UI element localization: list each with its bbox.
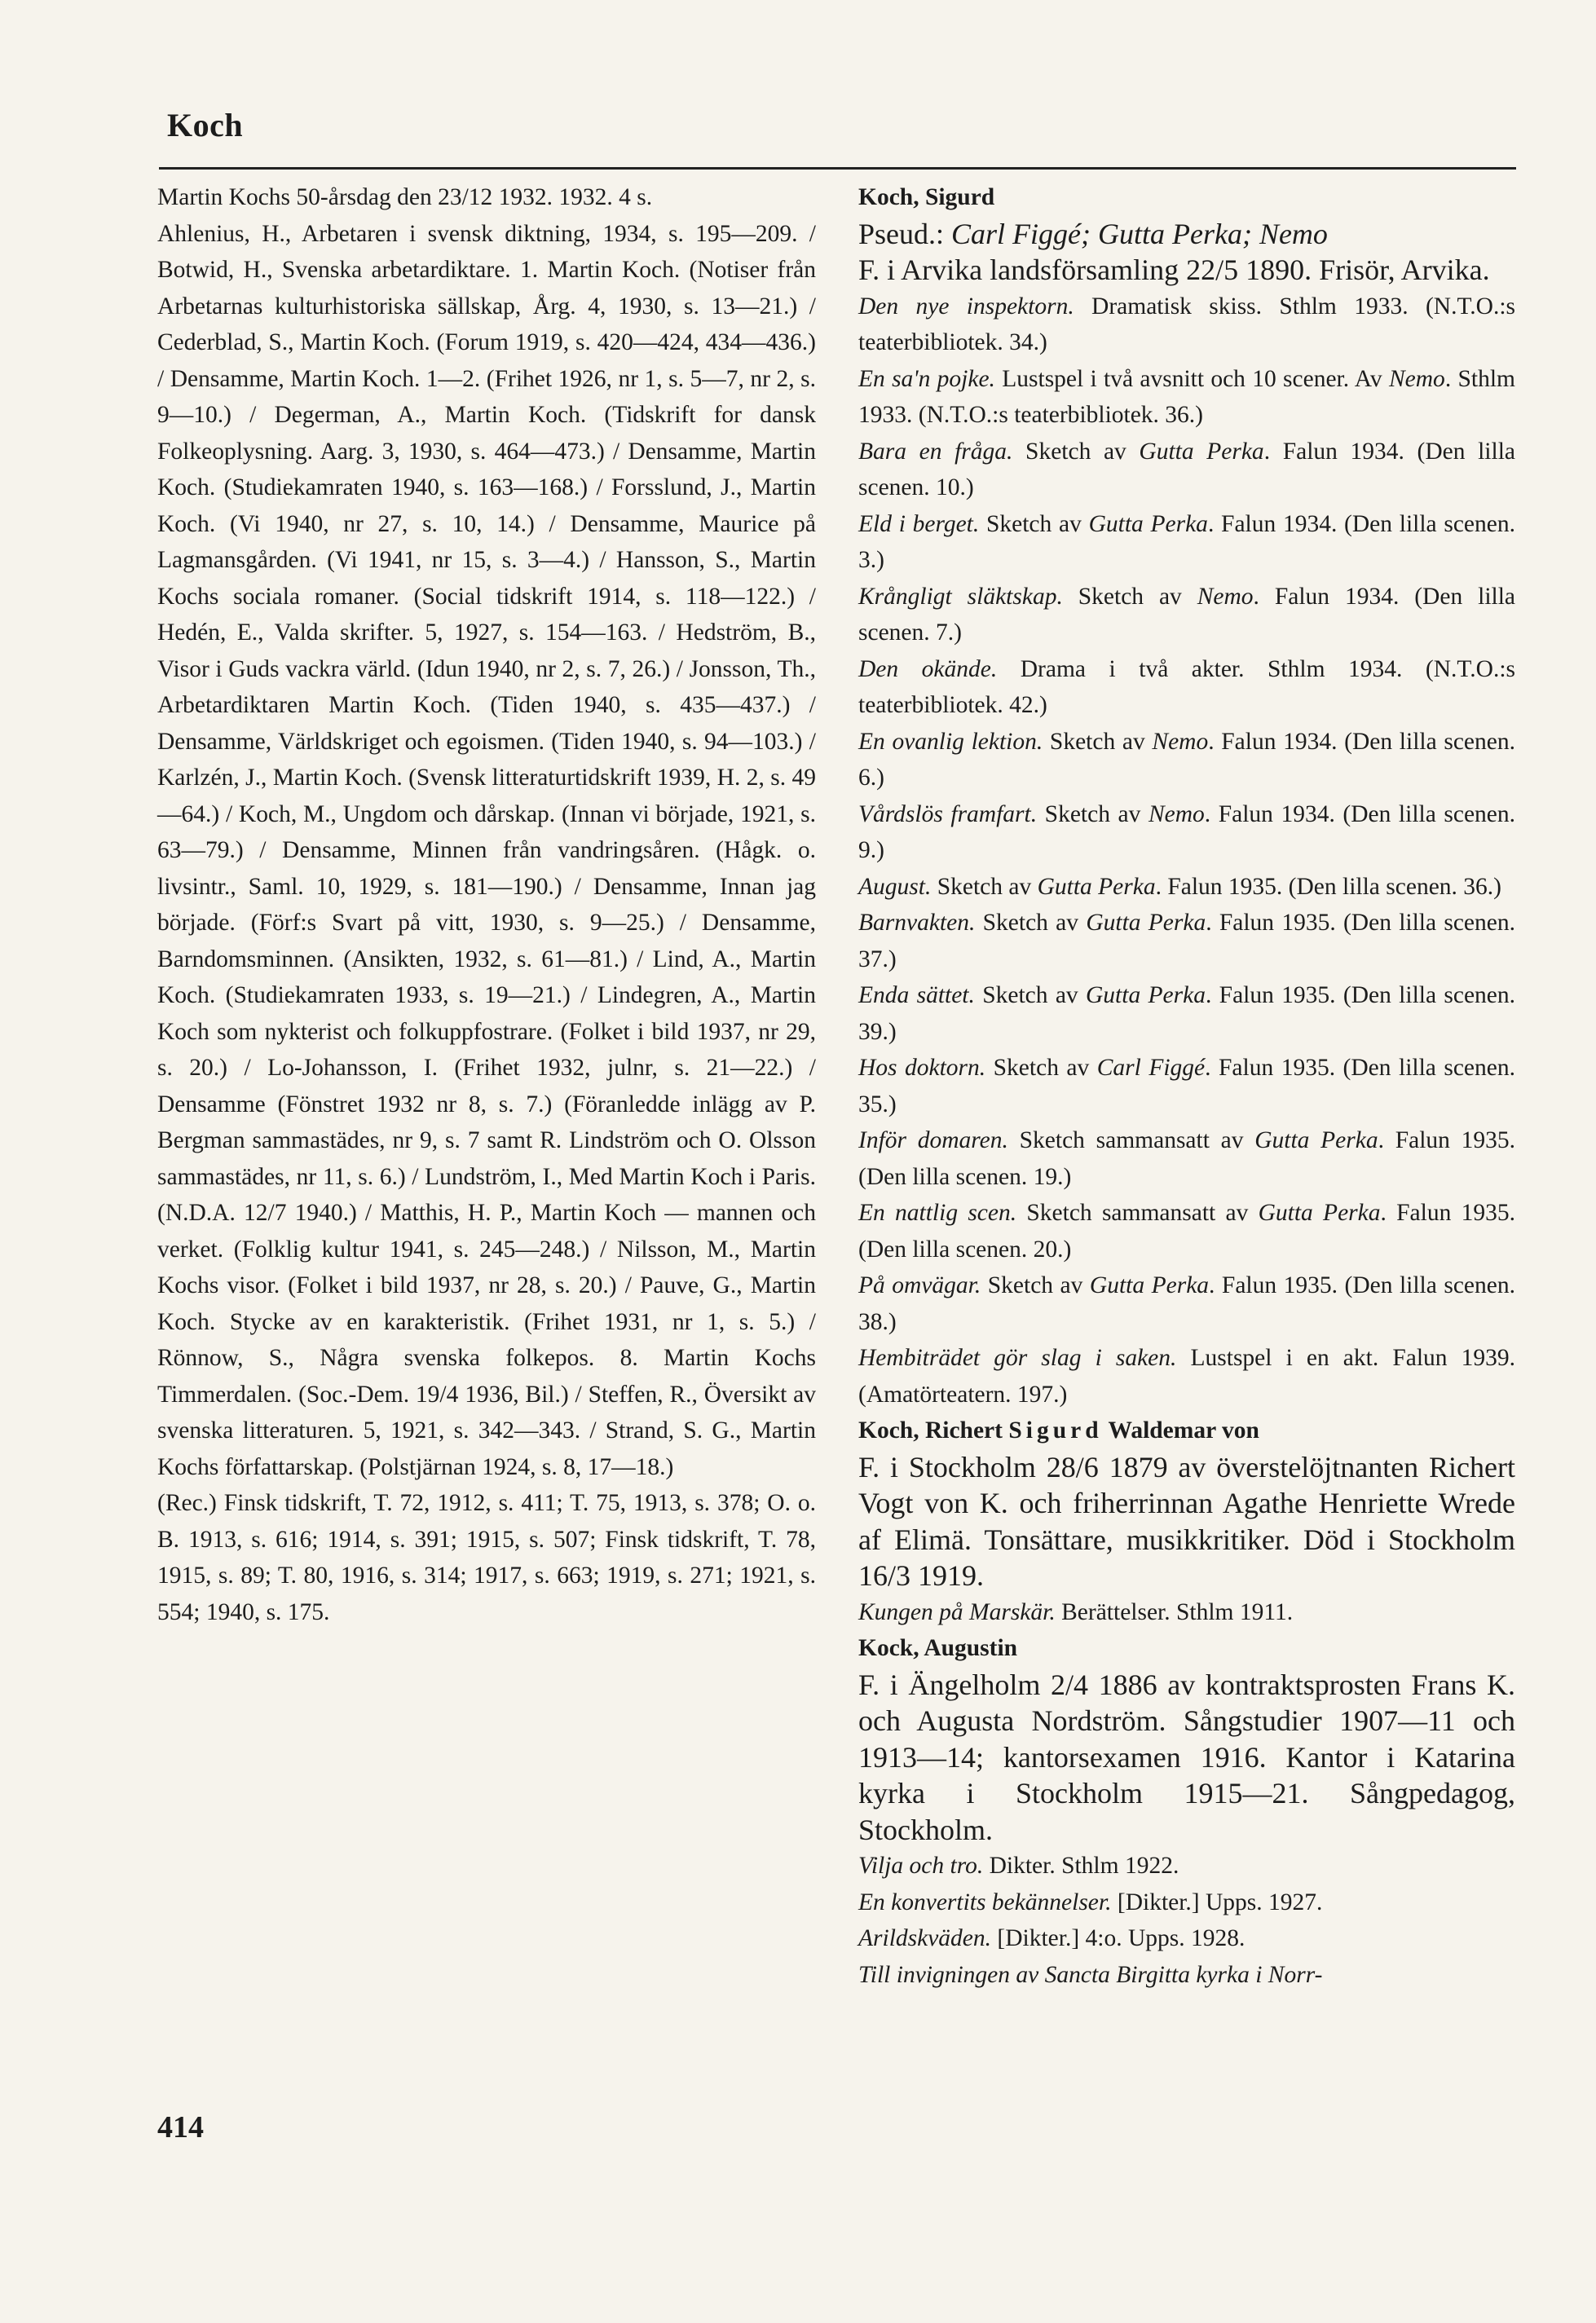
left-column <box>157 179 816 1630</box>
work-author: Gutta Perka <box>1089 1272 1210 1298</box>
work-author: Nemo <box>1388 365 1445 392</box>
work-rest: Dramatisk skiss. Sthlm 1933. (N.T.O.:s teaterbibliotek. 34.) <box>858 293 1516 355</box>
work-item <box>858 579 1515 651</box>
running-head: Koch <box>167 107 244 143</box>
work-item <box>858 1122 1515 1195</box>
work-item <box>858 905 1515 977</box>
work-title: Eld i berget. <box>858 510 980 537</box>
work-rest: Sketch av <box>1012 438 1140 465</box>
work-title: Arildskväden. <box>858 1925 992 1951</box>
work-tail: . Falun 1935. (Den lilla scenen. 38.) <box>858 1272 1515 1335</box>
heading-part: Waldemar von <box>1102 1417 1259 1444</box>
work-author: Nemo <box>1197 583 1254 610</box>
work-author: Gutta Perka <box>1258 1200 1381 1226</box>
entry-heading-kock: Kock, Augustin <box>858 1635 1018 1661</box>
work-author: Gutta Perka <box>1139 438 1264 465</box>
work-title: På omvägar. <box>858 1272 981 1298</box>
work-item <box>858 1050 1515 1122</box>
work-item <box>858 1594 1515 1631</box>
work-item <box>858 651 1515 724</box>
page-number: 414 <box>157 2110 204 2144</box>
work-title: En sa'n pojke. <box>858 365 995 392</box>
work-tail: . Falun 1934. (Den lilla scenen. 6.) <box>858 728 1515 791</box>
work-tail: . Falun 1935. (Den lilla scenen. 37.) <box>858 910 1515 972</box>
header-rule <box>159 167 1516 170</box>
work-author: Nemo <box>1148 800 1205 827</box>
work-title: En ovanlig lektion. <box>858 728 1043 755</box>
work-title: Barnvakten. <box>858 910 976 936</box>
work-item <box>858 796 1515 869</box>
work-title: Vårdslös framfart. <box>858 800 1038 827</box>
work-title: En konvertits bekännelser. <box>858 1889 1112 1915</box>
work-item <box>858 1267 1515 1340</box>
work-rest: Sketch av <box>979 510 1089 537</box>
work-title: Enda sättet. <box>858 982 975 1008</box>
work-tail: . Falun 1934. (Den lilla scenen. 7.) <box>858 583 1515 646</box>
work-rest: Sketch av <box>1037 800 1149 827</box>
work-rest: Drama i två akter. Sthlm 1934. (N.T.O.:s teaterbibliotek. 42.) <box>858 655 1515 718</box>
work-title: Hembiträdet gör slag i saken. <box>858 1345 1177 1371</box>
work-tail: . Falun 1935. (Den lilla scenen. 35.) <box>858 1055 1515 1117</box>
work-item <box>858 1920 1515 1957</box>
work-author: Gutta Perka <box>1254 1127 1378 1153</box>
work-author: Carl Figgé <box>1096 1055 1206 1081</box>
work-rest: Sketch av <box>981 1272 1090 1298</box>
work-rest: Sketch av <box>974 982 1086 1008</box>
work-rest: Berättelser. Sthlm 1911. <box>1055 1598 1294 1625</box>
pseudonyms <box>858 216 1515 253</box>
work-author: Nemo <box>1152 728 1209 755</box>
work-rest: Sketch sammansatt av <box>1016 1200 1259 1226</box>
work-tail: . Falun 1935. (Den lilla scenen. 36.) <box>1155 873 1501 900</box>
work-item <box>858 1340 1515 1413</box>
work-item <box>858 977 1515 1050</box>
left-paragraph-3: (Rec.) Finsk tidskrift, T. 72, 1912, s. 411; T. 75, 1913, s. 378; O. o. B. 1913, s. 616; 1914, s. 391; 1915, s. 507; Finsk tidskrift, T. 78, 1915, s. 89; T. 80, 1916, s. 314; 1917, s. 663; 1919, s. 271; 1921, s. 554; 1940, s. 175. <box>157 1490 816 1625</box>
work-item <box>858 1195 1515 1267</box>
work-rest: Sketch av <box>931 873 1038 900</box>
work-tail: . Sthlm 1933. (N.T.O.:s teaterbibliotek. 36.) <box>858 365 1515 428</box>
pseud-label: Pseud.: <box>858 217 952 250</box>
work-tail: . Falun 1935. (Den lilla scenen. 20.) <box>858 1200 1515 1263</box>
work-title: Den nye inspektorn. <box>858 293 1074 320</box>
work-item <box>858 434 1515 506</box>
work-rest: Sketch av <box>975 910 1087 936</box>
bio-kock: F. i Ängelholm 2/4 1886 av kontraktsprosten Frans K. och Augusta Nordström. Sångstudier 1907—11 och 1913—14; kantorsexamen 1916. Kantor i Katarina kyrka i Stockholm 1915—21. Sångpedagog, Stockholm. <box>858 1668 1515 1846</box>
bio-richert: F. i Stockholm 28/6 1879 av överstelöjtnanten Richert Vogt von K. och friherrinnan Agathe Henriette Wrede af Elimä. Tonsättare, musikkritiker. Död i Stockholm 16/3 1919. <box>858 1450 1515 1592</box>
bio-sigurd: F. i Arvika landsförsamling 22/5 1890. Frisör, Arvika. <box>858 253 1490 286</box>
work-author: Gutta Perka <box>1086 910 1206 936</box>
work-tail: . Falun 1935. (Den lilla scenen. 39.) <box>858 982 1516 1045</box>
work-title: Bara en fråga. <box>858 438 1013 465</box>
work-rest: Dikter. Sthlm 1922. <box>983 1853 1179 1879</box>
work-rest: [Dikter.] Upps. 1927. <box>1111 1889 1323 1915</box>
right-column <box>858 179 1515 1993</box>
entry-heading-richert <box>858 1413 1515 1449</box>
work-item <box>858 361 1515 434</box>
work-author: Gutta Perka <box>1037 873 1156 900</box>
work-rest: Lustspel i en akt. Falun 1939. (Amatörteatern. 197.) <box>858 1345 1515 1408</box>
work-rest: Sketch sammansatt av <box>1007 1127 1255 1153</box>
work-title: Den okände. <box>858 655 998 682</box>
work-title: En nattlig scen. <box>858 1200 1017 1226</box>
work-item <box>858 289 1515 361</box>
work-item <box>858 506 1515 579</box>
work-author: Gutta Perka <box>1086 982 1206 1008</box>
work-item <box>858 869 1515 906</box>
work-tail: . Falun 1934. (Den lilla scenen. 9.) <box>858 800 1516 863</box>
work-rest: Lustspel i två avsnitt och 10 scener. Av <box>994 365 1389 392</box>
work-tail: . Falun 1934. (Den lilla scenen. 10.) <box>858 438 1515 500</box>
work-title: Hos doktorn. <box>858 1055 986 1081</box>
work-item <box>858 1848 1515 1884</box>
heading-part: Koch, Richert <box>858 1417 1009 1444</box>
work-title: Kungen på Marskär. <box>858 1598 1056 1625</box>
left-paragraph-2: Ahlenius, H., Arbetaren i svensk diktning, 1934, s. 195—209. / Botwid, H., Svenska arbetardiktare. 1. Martin Koch. (Notiser från Arbetarnas kulturhistoriska sällskap, Årg. 4, 1930, s. 13—21.) / Cederblad, S., Martin Koch. (Forum 1919, s. 420—424, 434—436.) / Densamme, Martin Koch. 1—2. (Frihet 1926, nr 1, s. 5—7, nr 2, s. 9—10.) / Degerman, A., Martin Koch. (Tidskrift for dansk Folkeoplysning. Aarg. 3, 1930, s. 464—473.) / Densamme, Martin Koch. (Studiekamraten 1940, s. 163—168.) / Forsslund, J., Martin Koch. (Vi 1940, nr 27, s. 10, 14.) / Densamme, Maurice på Lagmansgården. (Vi 1941, nr 15, s. 3—4.) / Hansson, S., Martin Kochs sociala romaner. (Social tidskrift 1914, s. 118—122.) / Hedén, E., Valda skrifter. 5, 1927, s. 154—163. / Hedström, B., Visor i Guds vackra värld. (Idun 1940, nr 2, s. 7, 26.) / Jonsson, Th., Arbetardiktaren Martin Koch. (Tiden 1940, s. 435—437.) / Densamme, Världskriget och egoismen. (Tiden 1940, s. 94—103.) / Karlzén, J., Martin Koch. (Svensk litteraturtidskrift 1939, H. 2, s. 49—64.) / Koch, M., Ungdom och dårskap. (Innan vi började, 1921, s. 63—79.) / Densamme, Minnen från vandringsåren. (Hågk. o. livsintr., Saml. 10, 1929, s. 181—190.) / Densamme, Innan jag började. (Förf:s Svart på vitt, 1930, s. 9—25.) / Densamme, Barndomsminnen. (Ansikten, 1932, s. 61—81.) / Lind, A., Martin Koch. (Studiekamraten 1933, s. 19—21.) / Lindegren, A., Martin Koch som nykterist och folkuppfostrare. (Folket i bild 1937, nr 29, s. 20.) / Lo-Johansson, I. (Frihet 1932, julnr, s. 21—22.) / Densamme (Fönstret 1932 nr 8, s. 7.) (Föranledde inlägg av P. Bergman sammastädes, nr 9, s. 7 samt R. Lindström och O. Olsson sammastädes, nr 11, s. 6.) / Lundström, I., Med Martin Koch i Paris. (N.D.A. 12/7 1940.) / Matthis, H. P., Martin Koch — mannen och verket. (Folklig kultur 1941, s. 245—248.) / Nilsson, M., Martin Kochs visor. (Folket i bild 1937, nr 28, s. 20.) / Pauve, G., Martin Koch. Stycke av en karakteristik. (Frihet 1931, nr 1, s. 5.) / Rönnow, S., Några svenska folkepos. 8. Martin Kochs Timmerdalen. (Soc.-Dem. 19/4 1936, Bil.) / Steffen, R., Översikt av svenska litteraturen. 5, 1921, s. 342—343. / Strand, S. G., Martin Kochs författarskap. (Polstjärnan 1924, s. 8, 17—18.) <box>157 220 816 1480</box>
work-title: Vilja och tro. <box>858 1853 984 1879</box>
entry-heading-sigurd: Koch, Sigurd <box>858 184 995 210</box>
work-item <box>858 724 1515 796</box>
heading-part-spaced: Sigurd <box>1008 1417 1103 1444</box>
work-rest: Sketch av <box>1043 728 1153 755</box>
work-tail: . Falun 1935. (Den lilla scenen. 19.) <box>858 1127 1515 1190</box>
work-tail: . Falun 1934. (Den lilla scenen. 3.) <box>858 510 1515 573</box>
pseud-names: Carl Figgé; Gutta Perka; Nemo <box>951 217 1328 250</box>
works-sigurd <box>858 289 1515 1413</box>
work-rest: [Dikter.] 4:o. Upps. 1928. <box>991 1925 1245 1951</box>
work-title: Krångligt släktskap. <box>858 583 1063 610</box>
work-rest: Sketch av <box>1062 583 1197 610</box>
work-author: Gutta Perka <box>1088 510 1208 537</box>
work-title: Till invigningen av Sancta Birgitta kyrka i Norr- <box>858 1961 1323 1988</box>
work-item <box>858 1957 1515 1994</box>
work-rest: Sketch av <box>985 1055 1097 1081</box>
left-paragraph-1: Martin Kochs 50-årsdag den 23/12 1932. 1932. 4 s. <box>157 184 653 210</box>
work-title: August. <box>858 873 932 900</box>
work-item <box>858 1884 1515 1921</box>
work-title: Inför domaren. <box>858 1127 1008 1153</box>
